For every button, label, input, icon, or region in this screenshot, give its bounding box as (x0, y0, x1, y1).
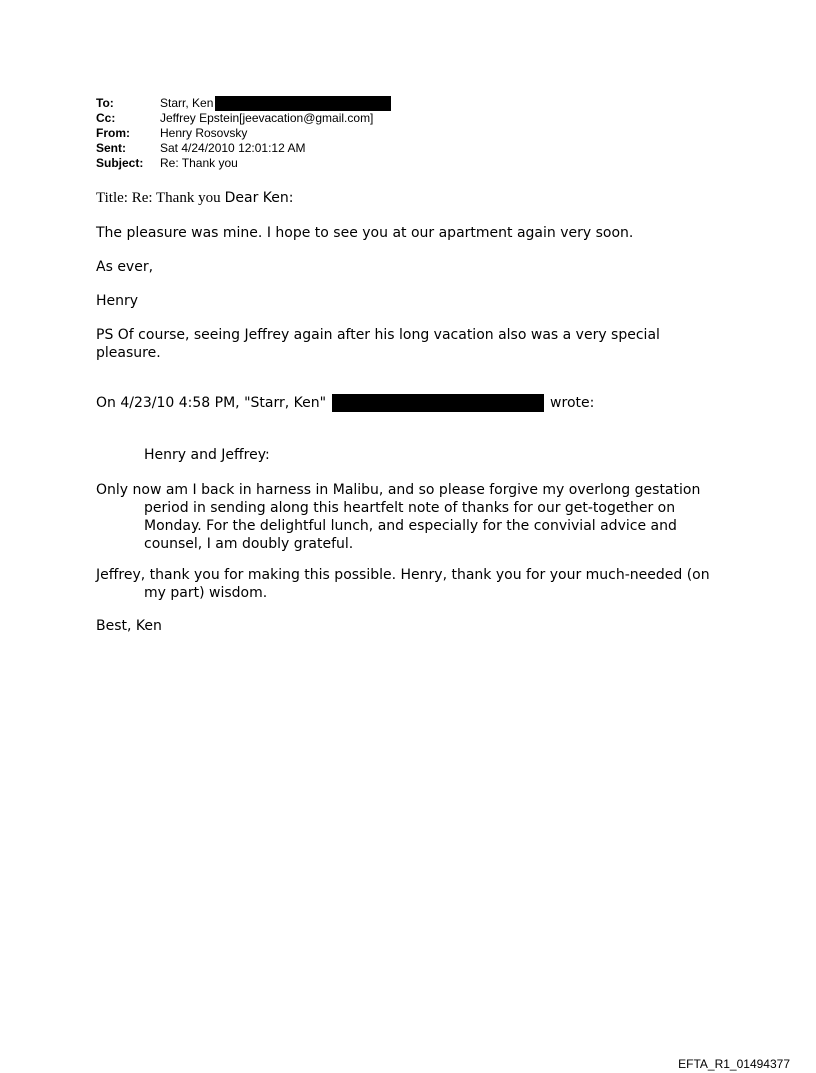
redaction-block (215, 96, 391, 111)
closing: As ever, (96, 259, 154, 275)
cc-label: Cc: (96, 111, 116, 125)
quote-paragraph-2: Jeffrey, thank you for making this possible. Henry, thank you for your much-needed (on my part) wisdom. (96, 567, 710, 601)
quote-greeting: Henry and Jeffrey: (144, 447, 270, 463)
quote-intro (96, 394, 696, 412)
quote-signoff: Best, Ken (96, 618, 162, 634)
title-prefix: Title: Re: Thank you (96, 190, 221, 206)
sent-row (96, 141, 696, 156)
quote-paragraph-1: Only now am I back in harness in Malibu, and so please forgive my overlong gestation period in sending along this heartfelt note of thanks for our get-together on Monday. For the delightful lunch, and especially for the convivial advice and counsel, I am doubly grateful. (96, 482, 701, 552)
from-value: Henry Rosovsky (160, 126, 248, 140)
quote-intro-start: On 4/23/10 4:58 PM, "Starr, Ken" (96, 395, 327, 411)
from-row (96, 126, 696, 141)
from-label: From: (96, 126, 130, 140)
email-header (96, 96, 696, 171)
to-value: Starr, Ken (160, 96, 214, 110)
to-row (96, 96, 696, 111)
cc-value: Jeffrey Epstein[jeevacation@gmail.com] (160, 111, 374, 125)
sent-label: Sent: (96, 141, 126, 155)
greeting: Dear Ken: (224, 190, 294, 206)
subject-row (96, 156, 696, 171)
paragraph-1: The pleasure was mine. I hope to see you at our apartment again very soon. (96, 225, 634, 241)
signature: Henry (96, 293, 139, 309)
redaction-block (332, 394, 544, 412)
subject-value: Re: Thank you (160, 156, 238, 170)
document-id: EFTA_R1_01494377 (678, 1057, 790, 1071)
quote-intro-end: wrote: (550, 395, 595, 411)
cc-row (96, 111, 696, 126)
sent-value: Sat 4/24/2010 12:01:12 AM (160, 141, 306, 155)
subject-label: Subject: (96, 156, 144, 170)
to-label: To: (96, 96, 114, 110)
title-line (96, 188, 293, 208)
postscript: PS Of course, seeing Jeffrey again after his long vacation also was a very special pleasure. (96, 327, 660, 361)
